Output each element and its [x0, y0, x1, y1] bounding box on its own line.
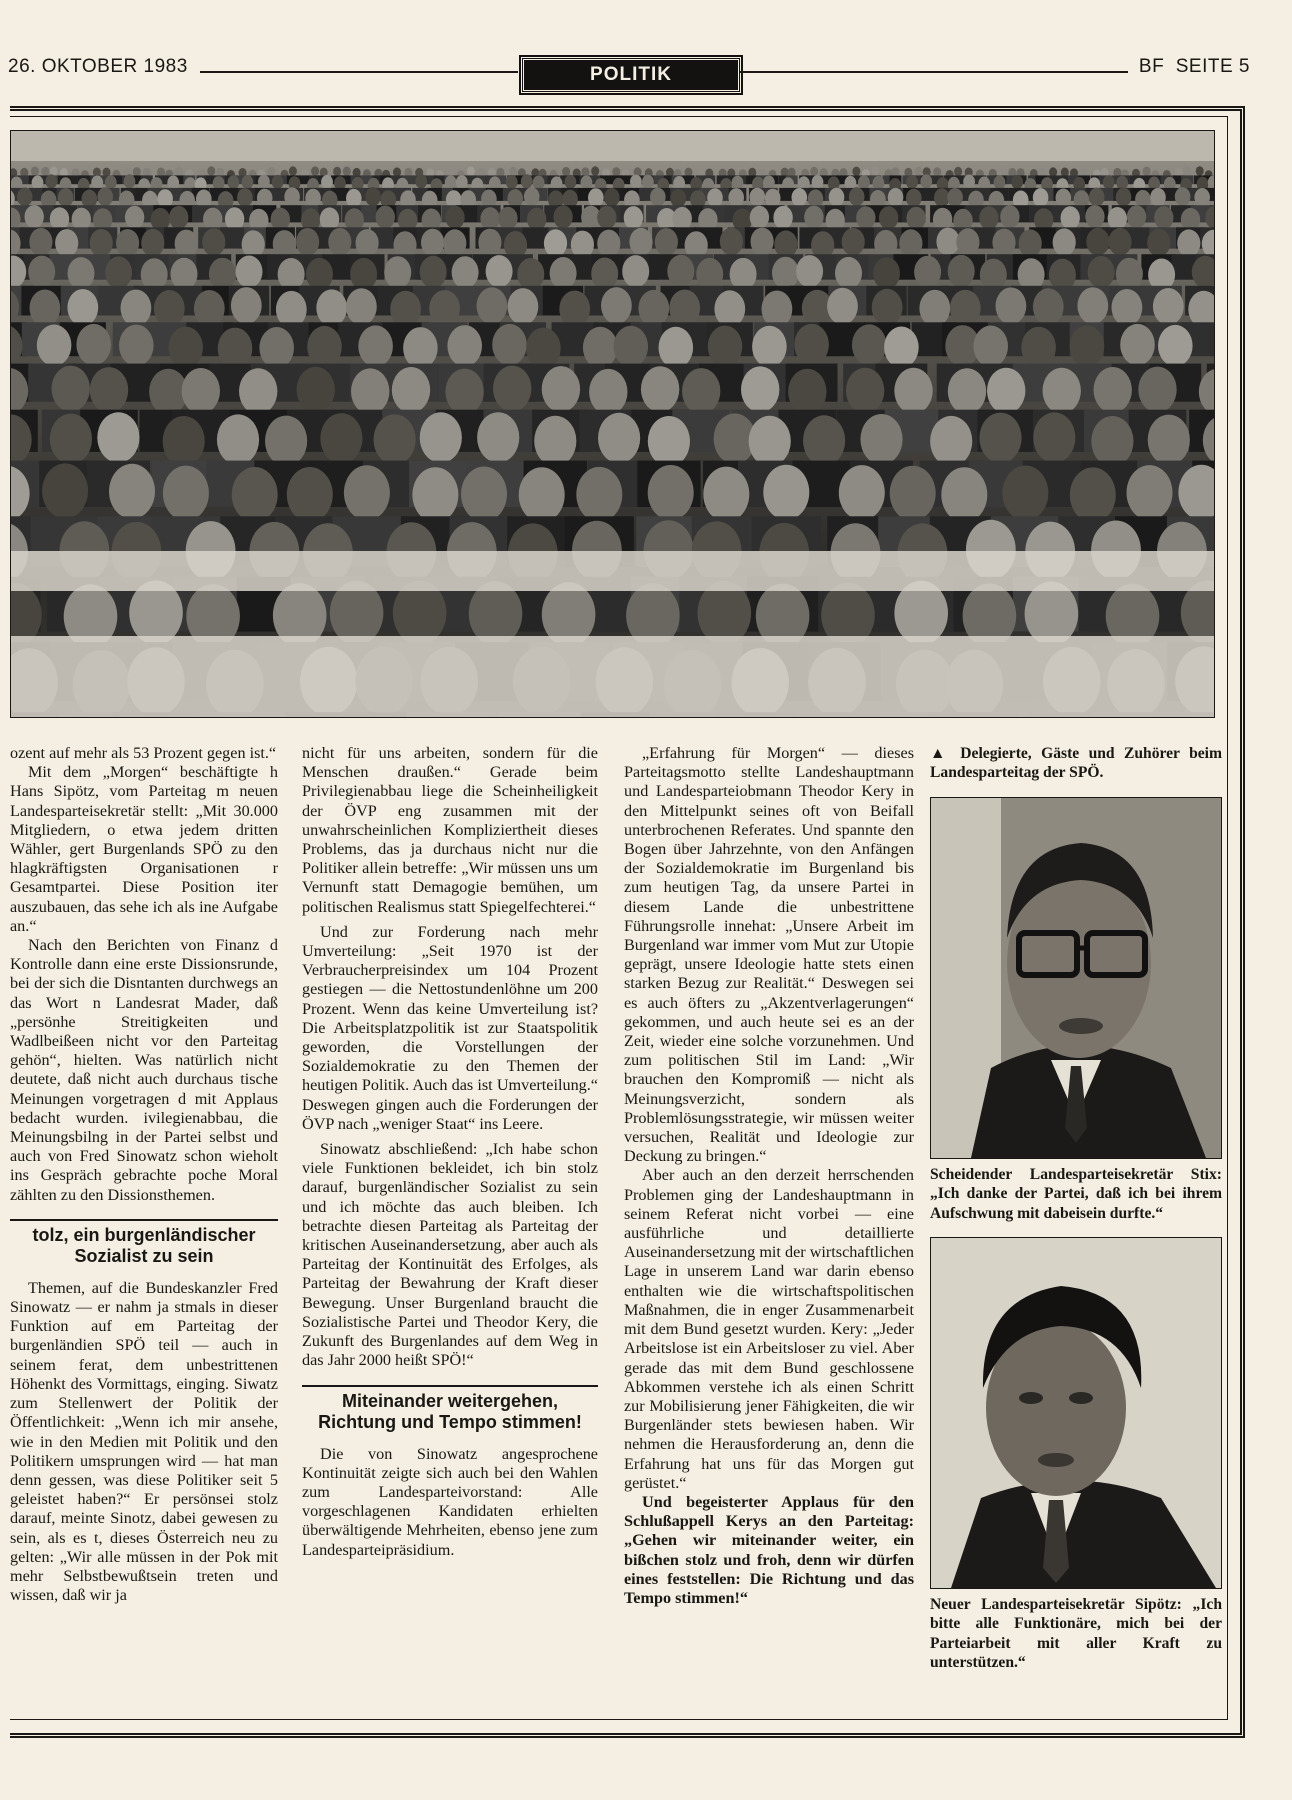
article-column-4	[930, 744, 1222, 1673]
article-column-1	[10, 744, 278, 1605]
main-photo-delegates	[10, 130, 1215, 718]
col1-paragraph-2: Mit dem „Morgen“ beschäftigte h Hans Sipötz, vom Parteitag m neuen Landesparteisekretär stellt: „Mit 30.000 Mitgliedern, o etwa jedem dritten Wähler, gert Burgenlands SPÖ zu den hlagkräftigsten Organisationen r Gesamtpartei. Diese Position iter auszubauen, das sehe ich als ine Aufgabe an.“	[10, 763, 278, 935]
portrait-sipoetz-photo	[930, 1237, 1222, 1589]
col3-paragraph-2: Aber auch an den derzeit herrschenden Problemen ging der Landeshauptmann in seinem Referat nicht vorbei — eine ausführliche und detaillierte Auseinandersetzung mit der wirtschaftlichen Lage in unserem Land war darin ebenso enthalten wie die wirtschaftspolitischen Maßnahmen, die in enger Zusammenarbeit mit dem Bund gesetzt wurden. Kery: „Jeder Arbeitslose ist ein Arbeitsloser zu viel. Aber gerade das mit dem Bund geschlossene Abkommen verstehe ich als einen Schritt zur Mobilisierung jener Fähigkeiten, die wir Burgenländer stets bewiesen haben. Wir nehmen die Herausforderung an, denn die Erfahrung hat uns für das Morgen gut gerüstet.“	[624, 1166, 914, 1492]
col2-paragraph-1: nicht für uns arbeiten, sondern für die Menschen draußen.“ Gerade beim Privilegienabbau liege die Scheinheiligkeit der ÖVP eng zusammen mit der unwahrscheinlichen Kompliziertheit dieses Problems, das ja durchaus nicht nur die Politiker allein betreffe: „Wir müssen uns um Vernunft statt Demagogie bemühen, um politischen Realismus statt Spiegelfechterei.“	[302, 744, 598, 916]
col1-paragraph-1: ozent auf mehr als 53 Prozent gegen ist.“	[10, 744, 277, 762]
crowd-photo-graphic	[11, 131, 1214, 717]
main-photo-caption: ▲ Delegierte, Gäste und Zuhörer beim Landesparteitag der SPÖ.	[930, 745, 1222, 782]
portrait-sipoetz-graphic	[931, 1238, 1221, 1588]
portrait-stix-photo	[930, 797, 1222, 1159]
section-label: POLITIK	[521, 57, 741, 93]
col1-paragraph-4: Themen, auf die Bundeskanzler Fred Sinowatz — er nahm ja stmals in dieser Funktion auf em Parteitag der burgenländien SPÖ teil — auch in seinem ferat, dem unbestrittenen Höhenkt des Vormittags, einging. Siwatz zum Stellenwert der Politik der Öffentlichkeit: „Wenn ich mir ansehe, wie in den Medien mit Politik und den Politikern umsprungen wird — hat man denn gessen, was diese Politiker seit 5 geleistet haben?“ Er persönsei stolz darauf, meinte Sinotz, dabei gewesen zu sein, als es t, dieses Österreich neu zu gelten: „Wir alle müssen in der Pok mit mehr Selbstbewußtsein treten und wissen, daß wir ja	[10, 1278, 278, 1605]
header-date: 26. OKTOBER 1983	[8, 56, 188, 77]
col3-paragraph-1: „Erfahrung für Morgen“ — dieses Parteitagsmotto stellte Landeshauptmann und Landesparteiobmann Theodor Kery in den Mittelpunkt seines oft von Beifall unterbrochenen Referates. Und spannte den Bogen über Jahrzehnte, von den Anfängen der Sozialdemokratie im Burgenland bis zum heutigen Tag, da unsere Partei in diesem Lande die unbestrittene Führungsrolle innehat: „Unsere Arbeit im Burgenland war immer vom Mut zur Utopie geprägt, unsere Ideologie hatte stets einen starken Bezug zur Realität.“ Deswegen sei es auch öfters zu „Akzentverlagerungen“ gekommen, und auch heute sei es an der Zeit, wieder eine solche vorzunehmen. Und zum politischen Stil im Land: „Wir brauchen den Kompromiß — nicht als Meinungsverzicht, sondern als Problemlösungsstrategie, wir müssen weiter versuchen, Realität und Ideologie zur Deckung zu bringen.“	[624, 744, 914, 1166]
portrait-sipoetz-caption: Neuer Landesparteisekretär Sipötz: „Ich bitte alle Funktionäre, mich bei der Parteiarbeit mit aller Kraft zu unterstützen.“	[930, 1596, 1222, 1672]
article-column-2	[302, 744, 598, 1560]
header-rule-right	[740, 71, 1128, 73]
header-rule-left	[200, 71, 518, 73]
portrait-stix-caption: Scheidender Landesparteisekretär Stix: „Ich danke der Partei, daß ich bei ihrem Aufschwung mit dabeisein durfte.“	[930, 1165, 1222, 1222]
col2-paragraph-2: Und zur Forderung nach mehr Umverteilung: „Seit 1970 ist der Verbraucherpreisindex um 104 Prozent gestiegen — die Nettostundenlöhne um 200 Prozent. Wenn das keine Umverteilung ist? Die Arbeitsplatzpolitik ist zur Staatspolitik geworden, die Vorstellungen der Sozialdemokratie zu den Themen der heutigen Politik. Auch das ist Umverteilung.“ Deswegen gingen auch die Forderungen der ÖVP nach „weniger Staat“ ins Leere.	[302, 922, 598, 1133]
article-column-3	[624, 744, 914, 1608]
page-number: BF SEITE 5	[1138, 56, 1250, 77]
col2-paragraph-4: Die von Sinowatz angesprochene Kontinuität zeigte sich auch bei den Wahlen zum Landesparteivorstand: Alle vorgeschlagenen Kandidaten erhielten überwältigende Mehrheiten, ebenso jene zum Landesparteipräsidium.	[302, 1444, 598, 1559]
col1-paragraph-3: Nach den Berichten von Finanz d Kontrolle dann eine erste Dissionsrunde, bei der sich die Disntanten durchwegs an das Wort n Landesrat Mader, daß „persönhe Streitigkeiten und Wadlbeißeen nicht vor den Parteitag gehön“, hielten. Was natürlich nicht deutete, daß nicht auch durchaus tische Meinungen vorgetragen d mit Applaus bedacht wurden. ivilegienabbau, die Meinungsbilng in der Partei selbst und auch von Fred Sinowatz schon wieholt ins Gespräch gebrachte poche Moral zählten zu den Dissionsthemen.	[10, 936, 278, 1204]
col2-subheading: Miteinander weitergehen, Richtung und Tempo stimmen!	[302, 1385, 598, 1433]
col2-paragraph-3: Sinowatz abschließend: „Ich habe schon viele Funktionen bekleidet, ich bin stolz darauf, burgenländischer Sozialist zu sein und ich möchte das auch bleiben. Ich betrachte diesen Parteitag als Parteitag der kritischen Auseinandersetzung, aber auch als Parteitag der Kontinuität des Erfolges, als Parteitag der Bewahrung der Kraft dieser Bewegung. Unser Burgenland braucht die Sozialistische Partei und Theodor Kery, die Zukunft des Burgenlandes auf dem Weg in das Jahr 2000 heißt SPÖ!“	[302, 1140, 598, 1370]
col3-closing-paragraph: Und begeisterter Applaus für den Schlußappell Kerys an den Parteitag: „Gehen wir miteinander weiter, ein bißchen stolz und froh, denn wir dürfen eines feststellen: Die Richtung und das Tempo stimmen!“	[624, 1492, 914, 1607]
col1-subheading: tolz, ein burgenländischer Sozialist zu sein	[10, 1219, 278, 1267]
portrait-stix-graphic	[931, 798, 1221, 1158]
